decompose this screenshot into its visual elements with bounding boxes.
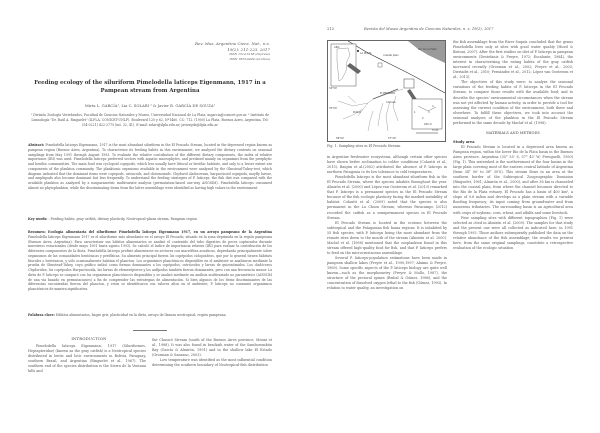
map-stream-label: El PESCADO (380, 92, 396, 95)
intro-column-2 (152, 338, 272, 368)
col2-paragraph-2: The objectives of this study were: to analyze the seasonal variations of the feeding habits of P. laticeps in the El Pescado Stream; to compare those results with the available food; and to describe the species' environmental circumstances when the stream was not yet affected by human activity, in order to provide a tool for assessing the current condition of the environment, both there and elsewhere. To fulfill these objectives, we took into account the seasonal analyses of the plankton in the El Pescado Stream performed in the same decade by Maclaf et al. (1998). (453, 80, 573, 125)
keywords (28, 217, 272, 222)
figure-caption: Fig. 1. Sampling sites in El Pescado Stream. (327, 144, 402, 148)
map-lon-1: 58°00' (336, 137, 345, 140)
map-river-label: Río de La Plata (418, 48, 437, 51)
running-title: Revista del Museo Argentino de Ciencias Naturales, n. s. 19(2), 2017 (364, 27, 494, 31)
methods-heading: MATERIALS AND METHODS (486, 130, 540, 135)
col1-paragraph-3: El Pescado Stream is located in the ecotone between the subtropical and the Patagonian fish fauna regions. It is inhabited by 55 fish species, with P. laticeps being the most abundant from the remote sites down to the mouth of the stream (Almirón et al. 2000). Maclaf et al. (1998) mentioned that the zooplankton found in this stream offered high-quality food for fish, and that P. laticeps prefers to feed on the microcrustacean assemblage. (327, 220, 447, 255)
col1-paragraph-4: Several P. laticeps-population estimations have been made in pampean shallow lakes (Freyre et al., 1990,1997; Alaimo & Freyre, 1969). Some specific aspects of the P. laticeps biology are quite well known—such as the morphometry (Freyre & Mollo, 1987), the structure of the pectoral spines (Risbal & Gómez, 1986), and the concentration of dissolved oxygen lethal to the fish (Gómez, 1993). In relation to water quality, an investigation on (327, 255, 447, 291)
right-column-1 (327, 155, 447, 291)
col1-paragraph-2: Pimelodella laticeps is the most abundant siluriform fish in the El Pescado Stream, where the species inhabits throughout the year. Almirón et al. (2000) and López van Oosterom et al. (2013) remarked that P. laticeps is a permanent species in the El Pescado Stream because of the fish ecologic plasticity facing the marked instability of habitat. Colautti et al. (2009) noted that the species is also permanent in the La Choza Stream; whereas Paracampo (2012) recorded the catfish as a semipermanent species in El Pescado Stream. (327, 175, 447, 220)
col2-paragraph-3: El Pescado Stream is located in a depressed area known as Pampean region, within the lower Río de la Plata basin in the Buenos Aires province, Argentina (35° 55' S, 57° 45' W; Frenguelli, 1950) (Fig. 1). This watershed is the northernmost of the four basins in the large plain covering most of the eastern central latitude of Argentina (from 34° 00' to 38° 30'S). This stream flows in an area at the southern border of the Subtropical Zoogeographic Dominion (Ringuelet, 1961; Almirón et al., 2000), and after 36 km is channeled into the coastal plain, from where the channel becomes directed to the Río de la Plata estuary. El Pescado has a basin of 400 km², a slope of 0.6 m/km and develops as a plain stream with a variable flooding frequency; its input coming from groundwater and from numerous tributaries. The surrounding basin is an agricultural area with crops of soybean, corn, wheat, and alfalfa and some livestock. (453, 144, 573, 215)
keywords-text: : Feeding habits, gray catfish, dietary plasticity, Neotropical-plains stream, Pampean region (48, 217, 197, 221)
authors: Mirta L. GARCÍA¹, Lia C. SOLARI ² & Javier R. GARCÍA DE SOUZA¹ (84, 103, 216, 108)
map-inset-label: ARG (334, 46, 340, 49)
page-number: 212 (327, 27, 335, 31)
col2-paragraph-1: the fish assemblage from the River Suquía concluded that the genus Pimelodella lives only at sites with good water quality (Hued & Bistoni, 2007). After the first studies on diet of P. laticeps in pampean environments (Destefanis & Freyre, 1972; Escalante, 1984), the interest in characterising the eating habits of the gray catfish increased recently (Grosman et al., 2002; Freyre et al., 2003; Dieriadri et al., 2010; Fernández et al., 2012; López van Oosterom et al., 2013). (453, 40, 573, 80)
issn-online: ISSN 1853-0400 (en línea) (229, 56, 270, 61)
resumen-label: Resumen: Ecología alimentaria del siluriforme Pimelodella laticeps Eigenmann 1917, en un arroyo pampeano de la Argentina (28, 230, 272, 234)
right-page (300, 0, 600, 433)
resumen-text: Pimelodella laticeps Eigenmann 1917 es el siluriforme más abundante en el arroyo El Pescado, situado en la zona deprimida en la región pampeana (Buenos Aires, Argentina). Para caracterizar sus hábitos alimentarios se analizó el contenido del tubo digestivo de peces capturados durante muestreos estacionales (desde mayo 1991 hasta agosto 1993). Se calculó el índice de importancia relativa (IRI) para evaluar la contribución de los diferentes componentes de la dieta. Pimelodella laticeps prefirió alimentarse en sectores con macrófitas acuáticas, depredando principalmente sobre organismos de las comunidades bentónicas y perifíticas. Su alimento principal fueron los copépodos ciclopoideos, que por lo general tienen hábitats litorales o bentónicos, y sólo ocasionalmente habitan el plancton. Los organismos planctónicos disponibles en el ambiente se analizaron mediante la prueba de Olmstead-Tukey, cuyo gráfico indicó como formas dominantes a los copépodos, ostrácodos y larvas de quironómidos. Los cladóceros Chydoridae, los copépodos Harpacticoida, las larvas de efemerópteros y los anfípodos también fueron dominantes, pero con una frecuencia menor. La dieta de P. laticeps se comparó con los organismos planctónicos disponibles y se analizó mediante un análisis multivariado no paramétrico (ANOSIM de una vía basado en permutaciones) a fin de comprender las estrategias de alimentación. Si bien algunos de los ítems discriminantes de las diferencias encontradas fueron del plancton, y estos se identificaron con valores altos en el ambiente, P. laticeps no consumió organismos planctónicos de manera significativa. (28, 234, 272, 291)
map-town-correas: Correas (386, 101, 396, 104)
section-divider (133, 330, 167, 331)
col1-paragraph-1: in Argentine freshwater ecosystems, although certain other species have shown better acclimation to colder conditions (Colautti et al., 2015). Baigún et al.(2002) attributed the absence of P. laticeps in northern Patagonia to its low tolerance to cold temperatures. (327, 155, 447, 175)
journal-name: Rev. Mus. Argentino Cienc. Nat., n.s. (195, 41, 270, 46)
affiliations: ¹ División Zoología Vertebrados, Facultad de Ciencias Naturales y Museo, Universidad Nacional de La Plata. mgarcia@conicet.gov.ar. ² Instituto de Limnología "Dr. Raúl A. Ringuelet" (ILPLA, CONICET-UNLP). Boulevard 120 y 62, Nº1460. CC: 712. (1900) La Plata, Buenos Aires, Argentina. Tel: (54-0221) 422-2775 (int. 32, 41). E-mail: solari@ilpla.edu.ar; javiergds@ilpla.edu.ar (30, 113, 270, 127)
map-lat-1: 34°50' (329, 87, 338, 90)
study-area-heading: Study area (453, 139, 475, 144)
abstract-label: Abstract: (28, 143, 45, 147)
map-figure (328, 41, 445, 141)
palabras-text: Hábitos alimentarios, bagre gris, plasticidad en la dieta, arroyo de llanura neotropical, región pampeana (55, 313, 226, 317)
intro-column-1: Pimelodella laticeps Eigenmann, 1917 (Siluriformes, Heptapteridae) (known as the gray catfish) is a Neotropical species distributed in lentic and lotic environments in Bolivia, Paraguay, southern Brazil, and Argentina (Ringuelet et al., 1967). The southern end of the species distribution is the Sierra de la Ventana hills and (28, 344, 146, 374)
map-site-4: 4 (432, 105, 434, 108)
palabras-label: Palabras clave: (28, 313, 55, 317)
map-city-label: LA PLATA (360, 52, 372, 55)
journal-volume: 19(2): 211-223, 2017 (227, 46, 270, 52)
map-site-1: 1 (414, 111, 416, 114)
journal-citation (150, 41, 270, 61)
title-line-1: Feeding ecology of the siluriform Pimelodella laticeps Eigenmann, 1917 in a (34, 80, 266, 86)
map-lon-2: 57°40' (388, 137, 397, 140)
keywords-label: Key words: (28, 217, 48, 221)
abstract-text: Pimelodella laticeps Eigenmann, 1917 is the most abundant siluriform in the El Pescado Stream, located in the depressed region known as pampean region (Buenos Aires, Argentina). To characterize its feeding habits in this environment, we analyzed the dietary contents on seasonal samplings from May 1991 through August 1993. To evaluate the relative contribution of the different dietary components, the index of relative importance (IRI) was used. Pimelodella laticeps preferred sectors with aquatic macrophytes, and predated mainly on organisms from the periphytic and benthic communities. The main food was cyclopoid copepods, which less usually have littoral or benthic habitats, and only to a lesser extent are components of the plankton community. The planktonic organisms available in the environment were analyzed by the Olmstead-Tukey-test, which diagram indicated that the dominant items were copepods, ostracods, and chironomids. Chydorid cladocerans, harpacticoid copepods, mayfly larvae, and amphipods also became dominant but less frequently. To understand the feeding strategies of P. laticeps, the fish diet was compared with the available plankton as analyzed by a nonparametric multivariate analysis (permutation-based one-way ANOSIM). Pimelodella laticeps consumed almost no phytoplankton, while the discriminating items from the latter assemblage were identified as having high values in the environment. (28, 143, 273, 190)
sampling-sites-map (327, 40, 446, 142)
abstract (28, 143, 272, 191)
map-site-2: 2 (422, 117, 424, 120)
map-scale-main: 5 km (432, 129, 439, 132)
col2-paragraph-4: Four sampling sites with different topographies (Fig. 1) were selected as cited in Almirón et al. (2000). The samples for that study and the present one were all collected as indicated here, in 1991 through 1993. Those authors subsequently published the data on the relative abundance of the fish assemblage; the results we present here, from the same original samplings, constitute a retrospective evaluation of the ecologic situation (453, 215, 573, 250)
right-column-2 (453, 40, 573, 251)
map-site-3: 3 (428, 111, 430, 114)
intro-col2-paragraph-2: Low temperature was identified as the most influential condition determining the southern boundary of Neotropical-fish distribution (152, 358, 272, 368)
resumen (28, 230, 272, 292)
article-title (25, 79, 275, 95)
map-lat-2: 35°00' (329, 107, 338, 110)
intro-col2-paragraph-1: the Chasicó Stream (south of the Buenos Aires province; Menni et al., 1988). It was also found in brackish water of the Samborombón Bay (García & Almirón, 1991) and in the shallow lake El Estado (Grosman & Sanzano, 2003). (152, 338, 272, 358)
introduction-heading: INTRODUCTION (71, 336, 107, 341)
palabras-clave (28, 313, 272, 318)
issn-print: ISSN 1514-5158 (impresa) (229, 52, 270, 56)
map-coastal-plain-label: coastal plain (383, 54, 399, 57)
map-town-poblet: Poblet (353, 111, 361, 114)
map-scale-inset: 200 m (424, 123, 433, 126)
title-line-2: Pampean stream from Argentina (100, 88, 200, 94)
